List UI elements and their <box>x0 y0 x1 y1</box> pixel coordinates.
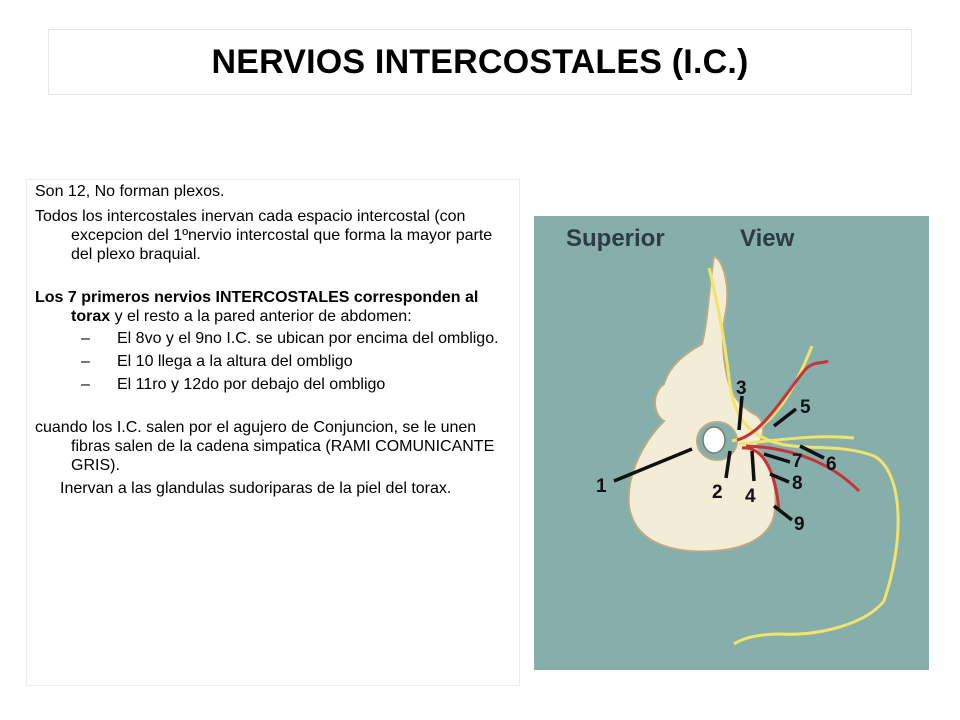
figure-label-3: 3 <box>736 378 747 399</box>
paragraph-distribution-bold: Los 7 primeros nervios INTERCOSTALES corresponden al torax <box>35 289 479 325</box>
label-view: View <box>740 225 795 252</box>
figure-label-4: 4 <box>745 486 756 507</box>
bullet-dash: – <box>81 330 90 347</box>
paragraph-glands: Inervan a las glandulas sudoriparas de la piel del torax. <box>60 480 452 497</box>
label-superior: Superior <box>566 225 665 252</box>
figure-label-7: 7 <box>792 451 803 472</box>
bullet-dash: – <box>81 376 90 393</box>
bullet-item <box>81 352 509 371</box>
figure-label-2: 2 <box>712 482 723 503</box>
figure-label-6: 6 <box>826 454 837 475</box>
figure-label-9: 9 <box>794 514 805 535</box>
vertebra-illustration <box>534 216 929 670</box>
title-box <box>48 29 912 95</box>
spinal-cord <box>703 427 725 453</box>
figure-label-1: 1 <box>596 476 607 497</box>
bullet-item <box>81 375 509 394</box>
figure-label-5: 5 <box>800 397 811 418</box>
bullet-text: El 8vo y el 9no I.C. se ubican por encima del ombligo. <box>117 330 499 347</box>
slide-title: NERVIOS INTERCOSTALES (I.C.) <box>211 42 749 81</box>
bullet-dash: – <box>81 353 90 370</box>
text-panel <box>26 179 520 686</box>
paragraph-count: Son 12, No forman plexos. <box>35 183 225 200</box>
figure-label-8: 8 <box>792 473 803 494</box>
paragraph-innervation: Todos los intercostales inervan cada espacio intercostal (con excepcion del 1ºnervio intercostal que forma la mayor parte del plexo braquial. <box>35 208 493 263</box>
bullet-list <box>81 329 509 394</box>
bullet-text: El 11ro y 12do por debajo del ombligo <box>117 376 386 393</box>
anatomy-figure <box>534 216 929 670</box>
paragraph-distribution-rest: y el resto a la pared anterior de abdomen: <box>110 308 412 325</box>
paragraph-distribution <box>35 288 509 326</box>
bullet-text: El 10 llega a la altura del ombligo <box>117 353 353 370</box>
bullet-item <box>81 329 509 348</box>
paragraph-rami: cuando los I.C. salen por el agujero de Conjuncion, se le unen fibras salen de la cadena simpatica (RAMI COMUNICANTE GRIS). <box>35 419 495 474</box>
